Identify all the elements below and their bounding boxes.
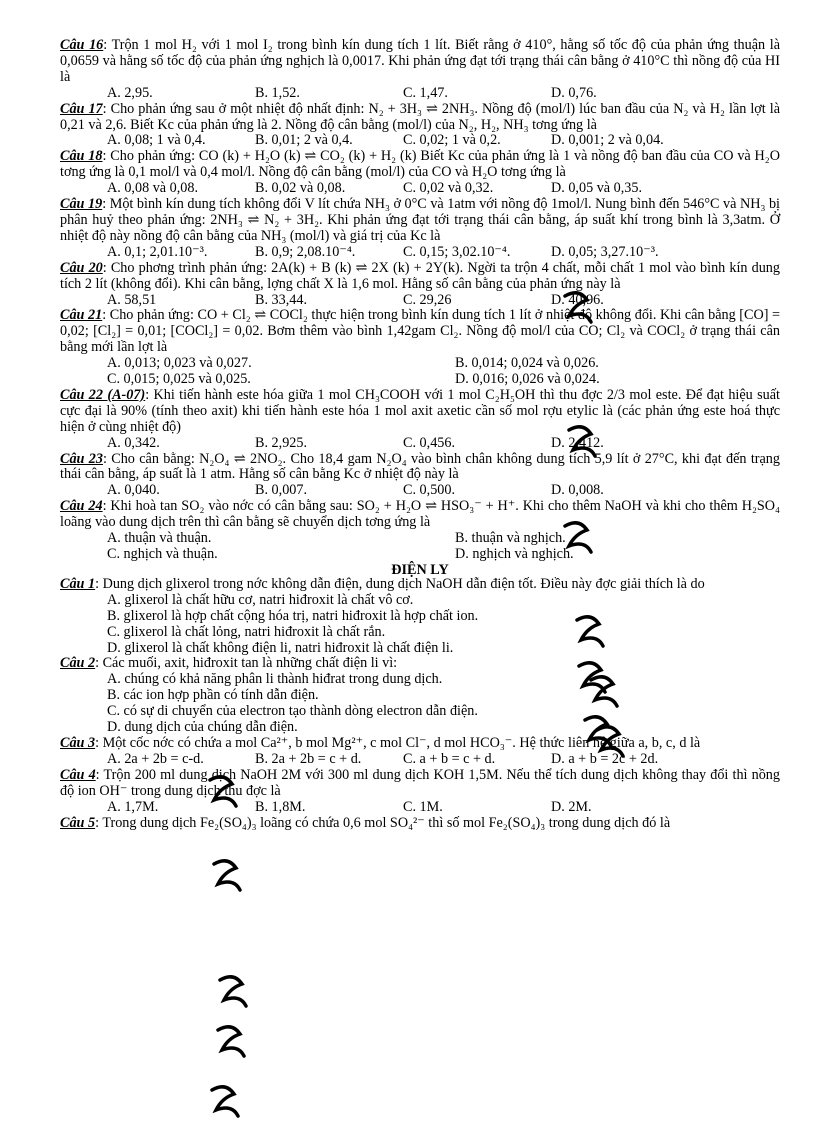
option-a: A. 2a + 2b = c-d.	[107, 750, 204, 767]
question-1	[60, 577, 780, 657]
question-18	[60, 149, 780, 197]
question-label: Câu 20	[60, 259, 103, 276]
squiggle-mark-left	[190, 760, 270, 1120]
question-label: Câu 22 (A-07)	[60, 386, 146, 403]
option-d: D. 0,76.	[551, 84, 597, 101]
option-b: B. thuận và nghịch.	[455, 530, 566, 547]
option-b: B. 1,52.	[255, 84, 300, 101]
question-label: Câu 23	[60, 450, 103, 467]
option-d: D. dung dịch của chúng dẫn điện.	[107, 719, 298, 736]
option-a: A. 2,95.	[107, 84, 153, 101]
option-b: B. 0,007.	[255, 482, 308, 499]
option-a: A. glixerol là chất hữu cơ, natri hiđroxit là chất vô cơ.	[107, 591, 414, 608]
question-24	[60, 499, 780, 563]
option-c: C. glixerol là chất lỏng, natri hiđroxit là chất rắn.	[107, 623, 386, 640]
option-d: D. 0,05; 3,27.10⁻³.	[551, 243, 659, 260]
question-label: Câu 21	[60, 307, 103, 324]
option-a: A. chúng có khả năng phân li thành hiđrat trong dung dịch.	[107, 671, 443, 688]
option-c: C. 0,02 và 0,32.	[403, 180, 494, 197]
question-text: : Cho phản ứng sau ở một nhiệt độ nhất định: N₂ + 3H₃ ⇌ 2NH₃. Nồng độ (mol/l) lúc ban đầu của N₂ và H₂ lần lợt là 0,21 và 2,6. Biết Kc của phản ứng là 2. Nồng độ cân bằng (mol/l) của N₂, H₂, NH₃ tơng ứng là	[60, 100, 780, 133]
question-text: : Cho phản ứng: CO (k) + H₂O (k) ⇌ CO₂ (k) + H₂ (k) Biết Kc của phản ứng là 1 và nồng độ ban đầu của CO và H₂O tơng ứng là 0,1 mol/l và 0,4 mol/l. Nồng độ cân bằng (mol/l) của CO và H₂O tơng ứng là	[60, 148, 780, 181]
option-a: A. 1,7M.	[107, 798, 159, 815]
option-c: C. 0,15; 3,02.10⁻⁴.	[403, 243, 511, 260]
option-c: C. 29,26	[403, 291, 452, 308]
option-d: D. nghịch và nghịch.	[455, 546, 574, 562]
option-c: C. 0,02; 1 và 0,2.	[403, 132, 501, 149]
question-22	[60, 388, 780, 452]
option-a: A. 58,51	[107, 291, 157, 308]
option-a: A. 0,08 và 0,08.	[107, 180, 199, 197]
option-b: B. 0,9; 2,08.10⁻⁴.	[255, 243, 356, 260]
question-label: Câu 5	[60, 814, 96, 831]
option-d: D. 2,412.	[551, 434, 604, 451]
option-c: C. 1,47.	[403, 84, 448, 101]
question-label: Câu 19	[60, 196, 103, 213]
document-page	[60, 38, 780, 831]
question-text: : Trộn 200 ml dung dịch NaOH 2M với 300 ml dung dịch KOH 1,5M. Nếu thể tích dung dịch không thay đổi thì nồng độ ion OH⁻ trong dung dịch thu đợc là	[60, 766, 780, 799]
option-c: C. 0,015; 0,025 và 0,025.	[107, 371, 251, 388]
question-label: Câu 16	[60, 37, 104, 53]
question-19	[60, 197, 780, 261]
question-17	[60, 102, 780, 150]
option-b: B. 33,44.	[255, 291, 308, 308]
question-label: Câu 3	[60, 734, 96, 751]
question-text: : Một cốc nớc có chứa a mol Ca²⁺, b mol Mg²⁺, c mol Cl⁻, d mol HCO₃⁻. Hệ thức liên hệ giữa a, b, c, d là	[95, 734, 701, 751]
option-a: A. thuận và thuận.	[107, 530, 212, 547]
option-b: B. các ion hợp phần có tính dẫn điện.	[107, 687, 319, 704]
question-text: : Các muối, axit, hiđroxit tan là những chất điện li vì:	[95, 655, 398, 672]
option-a: A. 0,013; 0,023 và 0,027.	[107, 355, 252, 372]
option-b: B. 0,014; 0,024 và 0,026.	[455, 355, 599, 372]
question-label: Câu 4	[60, 766, 96, 783]
option-d: D. a + b = 2c + 2d.	[551, 750, 659, 767]
question-label: Câu 2	[60, 655, 96, 672]
question-text: : Trộn 1 mol H₂ với 1 mol I₂ trong bình kín dung tích 1 lít. Biết rằng ở 410°, hằng số tốc độ của phản ứng thuận là 0,0659 và hằng số tốc độ của phản ứng nghịch là 0,0017. Khi phản ứng đạt tới trạng thái cân bằng ở 410°C thì nồng độ của HI là	[60, 37, 780, 85]
option-a: A. 0,040.	[107, 482, 160, 499]
option-d: D. 0,001; 2 và 0,04.	[551, 132, 664, 149]
question-text: : Khi hoà tan SO₂ vào nớc có cân bằng sau: SO₂ + H₂O ⇌ HSO₃⁻ + H⁺. Khi cho thêm NaOH và khi cho thêm H₂SO₄ loãng vào dung dịch trên thì cân bằng sẽ chuyển dịch tơng ứng là	[60, 498, 780, 531]
question-23	[60, 452, 780, 500]
option-b: B. 0,01; 2 và 0,4.	[255, 132, 353, 149]
question-text: : Dung dịch glixerol trong nớc không dẫn điện, dung dịch NaOH dẫn điện tốt. Điều này đợc giải thích là do	[95, 575, 705, 592]
option-a: A. 0,1; 2,01.10⁻³.	[107, 243, 208, 260]
section-title: ĐIỆN LY	[391, 561, 449, 578]
squiggle-mark-column	[525, 290, 645, 1120]
question-5	[60, 816, 780, 832]
option-b: B. 2,925.	[255, 434, 308, 451]
question-21	[60, 308, 780, 388]
question-text: : Cho phơng trình phản ứng: 2A(k) + B (k) ⇌ 2X (k) + 2Y(k). Ngời ta trộn 4 chất, mỗi chất 1 mol vào bình kín dung tích 2 lít (không đổi). Khi cân bằng, lợng chất X là 1,6 mol. Hằng số cân bằng của phản ứng này là	[60, 259, 780, 292]
option-d: D. 0,016; 0,026 và 0,024.	[455, 371, 600, 388]
option-c: C. nghịch và thuận.	[107, 546, 218, 562]
option-c: C. 1M.	[403, 798, 443, 815]
option-c: C. a + b = c + d.	[403, 750, 496, 767]
option-b: B. 0,02 và 0,08.	[255, 180, 346, 197]
option-d: D. 0,008.	[551, 482, 604, 499]
option-c: C. 0,456.	[403, 434, 456, 451]
question-text: : Trong dung dịch Fe₂(SO₄)₃ loãng có chứa 0,6 mol SO₄²⁻ thì số mol Fe₂(SO₄)₃ trong dung dịch đó là	[95, 814, 671, 831]
question-text: : Khi tiến hành este hóa giữa 1 mol CH₃COOH với 1 mol C₂H₅OH thì thu đợc 2/3 mol este. Để đạt hiệu suất cực đại là 90% (tính theo axit) khi tiến hành este hóa 1 mol axit axetic cần số mol rợu etylic là (các phản ứng este hoá thực hiện ở cùng nhiệt độ)	[60, 386, 780, 435]
question-label: Câu 24	[60, 498, 103, 515]
question-text: : Cho cân bằng: N₂O₄ ⇌ 2NO₂. Cho 18,4 gam N₂O₄ vào bình chân không dung tích 5,9 lít ở 27°C, khi đạt đến trạng thái cân bằng, áp suất là 1 atm. Hằng số cân bằng Kc ở nhiệt độ này là	[60, 450, 780, 483]
option-a: A. 0,342.	[107, 434, 160, 451]
option-b: B. glixerol là hợp chất cộng hóa trị, natri hiđroxit là hợp chất ion.	[107, 607, 479, 624]
option-d: D. 0,05 và 0,35.	[551, 180, 643, 197]
option-a: A. 0,08; 1 và 0,4.	[107, 132, 206, 149]
question-4	[60, 768, 780, 816]
option-c: C. 0,500.	[403, 482, 456, 499]
option-b: B. 2a + 2b = c + d.	[255, 750, 362, 767]
question-text: : Một bình kín dung tích không đổi V lít chứa NH₃ ở 0°C và 1atm với nồng độ 1mol/l. Nung bình đến 546°C và NH₃ bị phân huỷ theo phản ứng: 2NH₃ ⇌ N₂ + 3H₂. Khi phản ứng đạt tới trạng thái cân bằng, áp suất khí trong bình là 3,3atm. Ở nhiệt độ này nồng độ cân bằng của NH₃ (mol/l) và giá trị của Kc là	[60, 196, 780, 244]
option-d: D. glixerol là chất không điện li, natri hiđroxit là chất điện li.	[107, 639, 454, 656]
question-2	[60, 656, 780, 736]
option-b: B. 1,8M.	[255, 798, 306, 815]
question-3	[60, 736, 780, 768]
question-20	[60, 261, 780, 309]
question-label: Câu 18	[60, 148, 103, 165]
option-d: D. 2M.	[551, 798, 592, 815]
question-16	[60, 38, 780, 102]
question-text: : Cho phản ứng: CO + Cl₂ ⇌ COCl₂ thực hiện trong bình kín dung tích 1 lít ở nhiệt độ không đổi. Khi cân bằng [CO] = 0,02; [Cl₂] = 0,01; [COCl₂] = 0,02. Bơm thêm vào bình 1,42gam Cl₂. Nồng độ mol/l của CO; Cl₂ và COCl₂ ở trạng thái cân bằng mới lần lợt là	[60, 307, 780, 356]
question-label: Câu 1	[60, 575, 96, 592]
option-c: C. có sự di chuyển của electron tạo thành dòng electron dẫn điện.	[107, 703, 478, 720]
option-d: D. 40,96.	[551, 291, 604, 308]
question-label: Câu 17	[60, 100, 103, 117]
